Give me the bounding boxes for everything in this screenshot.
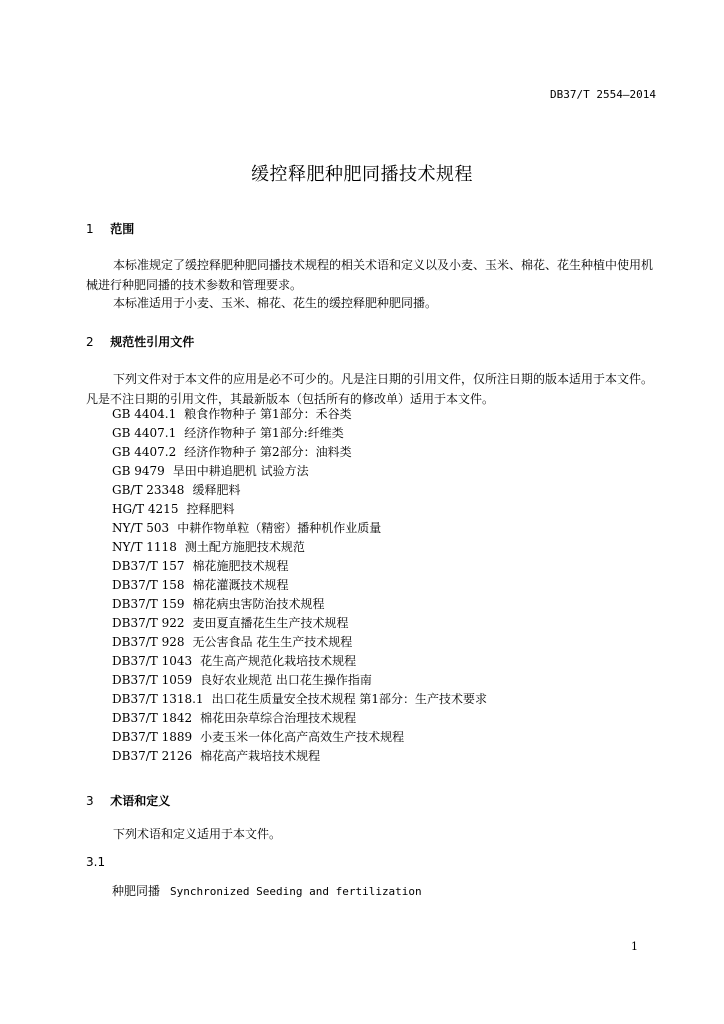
reference-title: 经济作物种子 第1部分:纤维类 [184,426,344,440]
reference-code: GB 4404.1 [112,407,177,421]
reference-title: 花生高产规范化栽培技术规程 [200,654,357,668]
reference-item [112,728,487,747]
reference-item [112,443,487,462]
reference-code: DB37/T 1043 [112,654,193,668]
normative-intro: 下列文件对于本文件的应用是必不可少的。凡是注日期的引用文件，仅所注日期的版本适用于本文件。凡是不注日期的引用文件，其最新版本（包括所有的修改单）适用于本文件。 [86,372,654,406]
reference-code: GB 9479 [112,464,165,478]
reference-code: NY/T 1118 [112,540,177,554]
reference-code: GB/T 23348 [112,483,185,497]
document-code: DB37/T 2554—2014 [550,88,656,101]
reference-item [112,538,487,557]
scope-paragraph-2: 本标准适用于小麦、玉米、棉花、花生的缓控释肥种肥同播。 [113,296,438,310]
scope-paragraph-1: 本标准规定了缓控释肥种肥同播技术规程的相关术语和定义以及小麦、玉米、棉花、花生种植中使用机械进行种肥同播的技术参数和管理要求。 [86,258,654,292]
reference-code: DB37/T 928 [112,635,185,649]
section-heading-scope [86,220,134,237]
section-title: 范围 [110,222,135,236]
reference-code: DB37/T 2126 [112,749,193,763]
reference-code: DB37/T 1318.1 [112,692,204,706]
reference-code: NY/T 503 [112,521,170,535]
reference-code: DB37/T 1842 [112,711,193,725]
reference-list [112,405,487,766]
reference-title: 棉花病虫害防治技术规程 [192,597,325,611]
reference-item [112,690,487,709]
reference-title: 测土配方施肥技术规范 [184,540,305,554]
reference-item [112,462,487,481]
reference-title: 旱田中耕追肥机 试验方法 [172,464,309,478]
reference-item [112,576,487,595]
reference-item [112,557,487,576]
reference-code: DB37/T 158 [112,578,185,592]
reference-title: 缓释肥料 [192,483,241,497]
terms-intro: 下列术语和定义适用于本文件。 [113,827,282,841]
section-title: 规范性引用文件 [110,335,195,349]
reference-title: 控释肥料 [186,502,235,516]
reference-item [112,424,487,443]
section-heading-normative [86,333,194,350]
reference-item [112,405,487,424]
reference-item [112,481,487,500]
reference-code: DB37/T 922 [112,616,185,630]
reference-title: 粮食作物种子 第1部分：禾谷类 [184,407,352,421]
section-number: 3 [86,794,94,808]
reference-item [112,519,487,538]
reference-code: GB 4407.1 [112,426,177,440]
reference-code: GB 4407.2 [112,445,177,459]
reference-code: DB37/T 159 [112,597,185,611]
reference-item [112,652,487,671]
reference-title: 麦田夏直播花生生产技术规程 [192,616,349,630]
reference-title: 中耕作物单粒（精密）播种机作业质量 [177,521,382,535]
reference-title: 良好农业规范 出口花生操作指南 [200,673,372,687]
section-title: 术语和定义 [110,794,171,808]
reference-title: 棉花施肥技术规程 [192,559,289,573]
subsection-number: 3.1 [86,855,106,869]
reference-item [112,747,487,766]
reference-title: 棉花高产栽培技术规程 [200,749,321,763]
section-heading-terms [86,792,170,809]
reference-code: DB37/T 157 [112,559,185,573]
term-entry [112,882,422,899]
reference-title: 经济作物种子 第2部分：油料类 [184,445,352,459]
reference-code: HG/T 4215 [112,502,179,516]
page-number: 1 [631,940,638,953]
reference-title: 无公害食品 花生生产技术规程 [192,635,353,649]
term-chinese: 种肥同播 [112,884,161,898]
reference-title: 棉花灌溉技术规程 [192,578,289,592]
reference-title: 小麦玉米一体化高产高效生产技术规程 [200,730,405,744]
section-number: 1 [86,222,94,236]
reference-item [112,595,487,614]
reference-item [112,709,487,728]
reference-title: 出口花生质量安全技术规程 第1部分：生产技术要求 [211,692,488,706]
reference-item [112,614,487,633]
reference-item [112,500,487,519]
reference-title: 棉花田杂草综合治理技术规程 [200,711,357,725]
document-title: 缓控释肥种肥同播技术规程 [251,164,473,185]
reference-code: DB37/T 1889 [112,730,193,744]
reference-item [112,671,487,690]
section-number: 2 [86,335,94,349]
reference-code: DB37/T 1059 [112,673,193,687]
term-english: Synchronized Seeding and fertilization [170,885,422,898]
reference-item [112,633,487,652]
